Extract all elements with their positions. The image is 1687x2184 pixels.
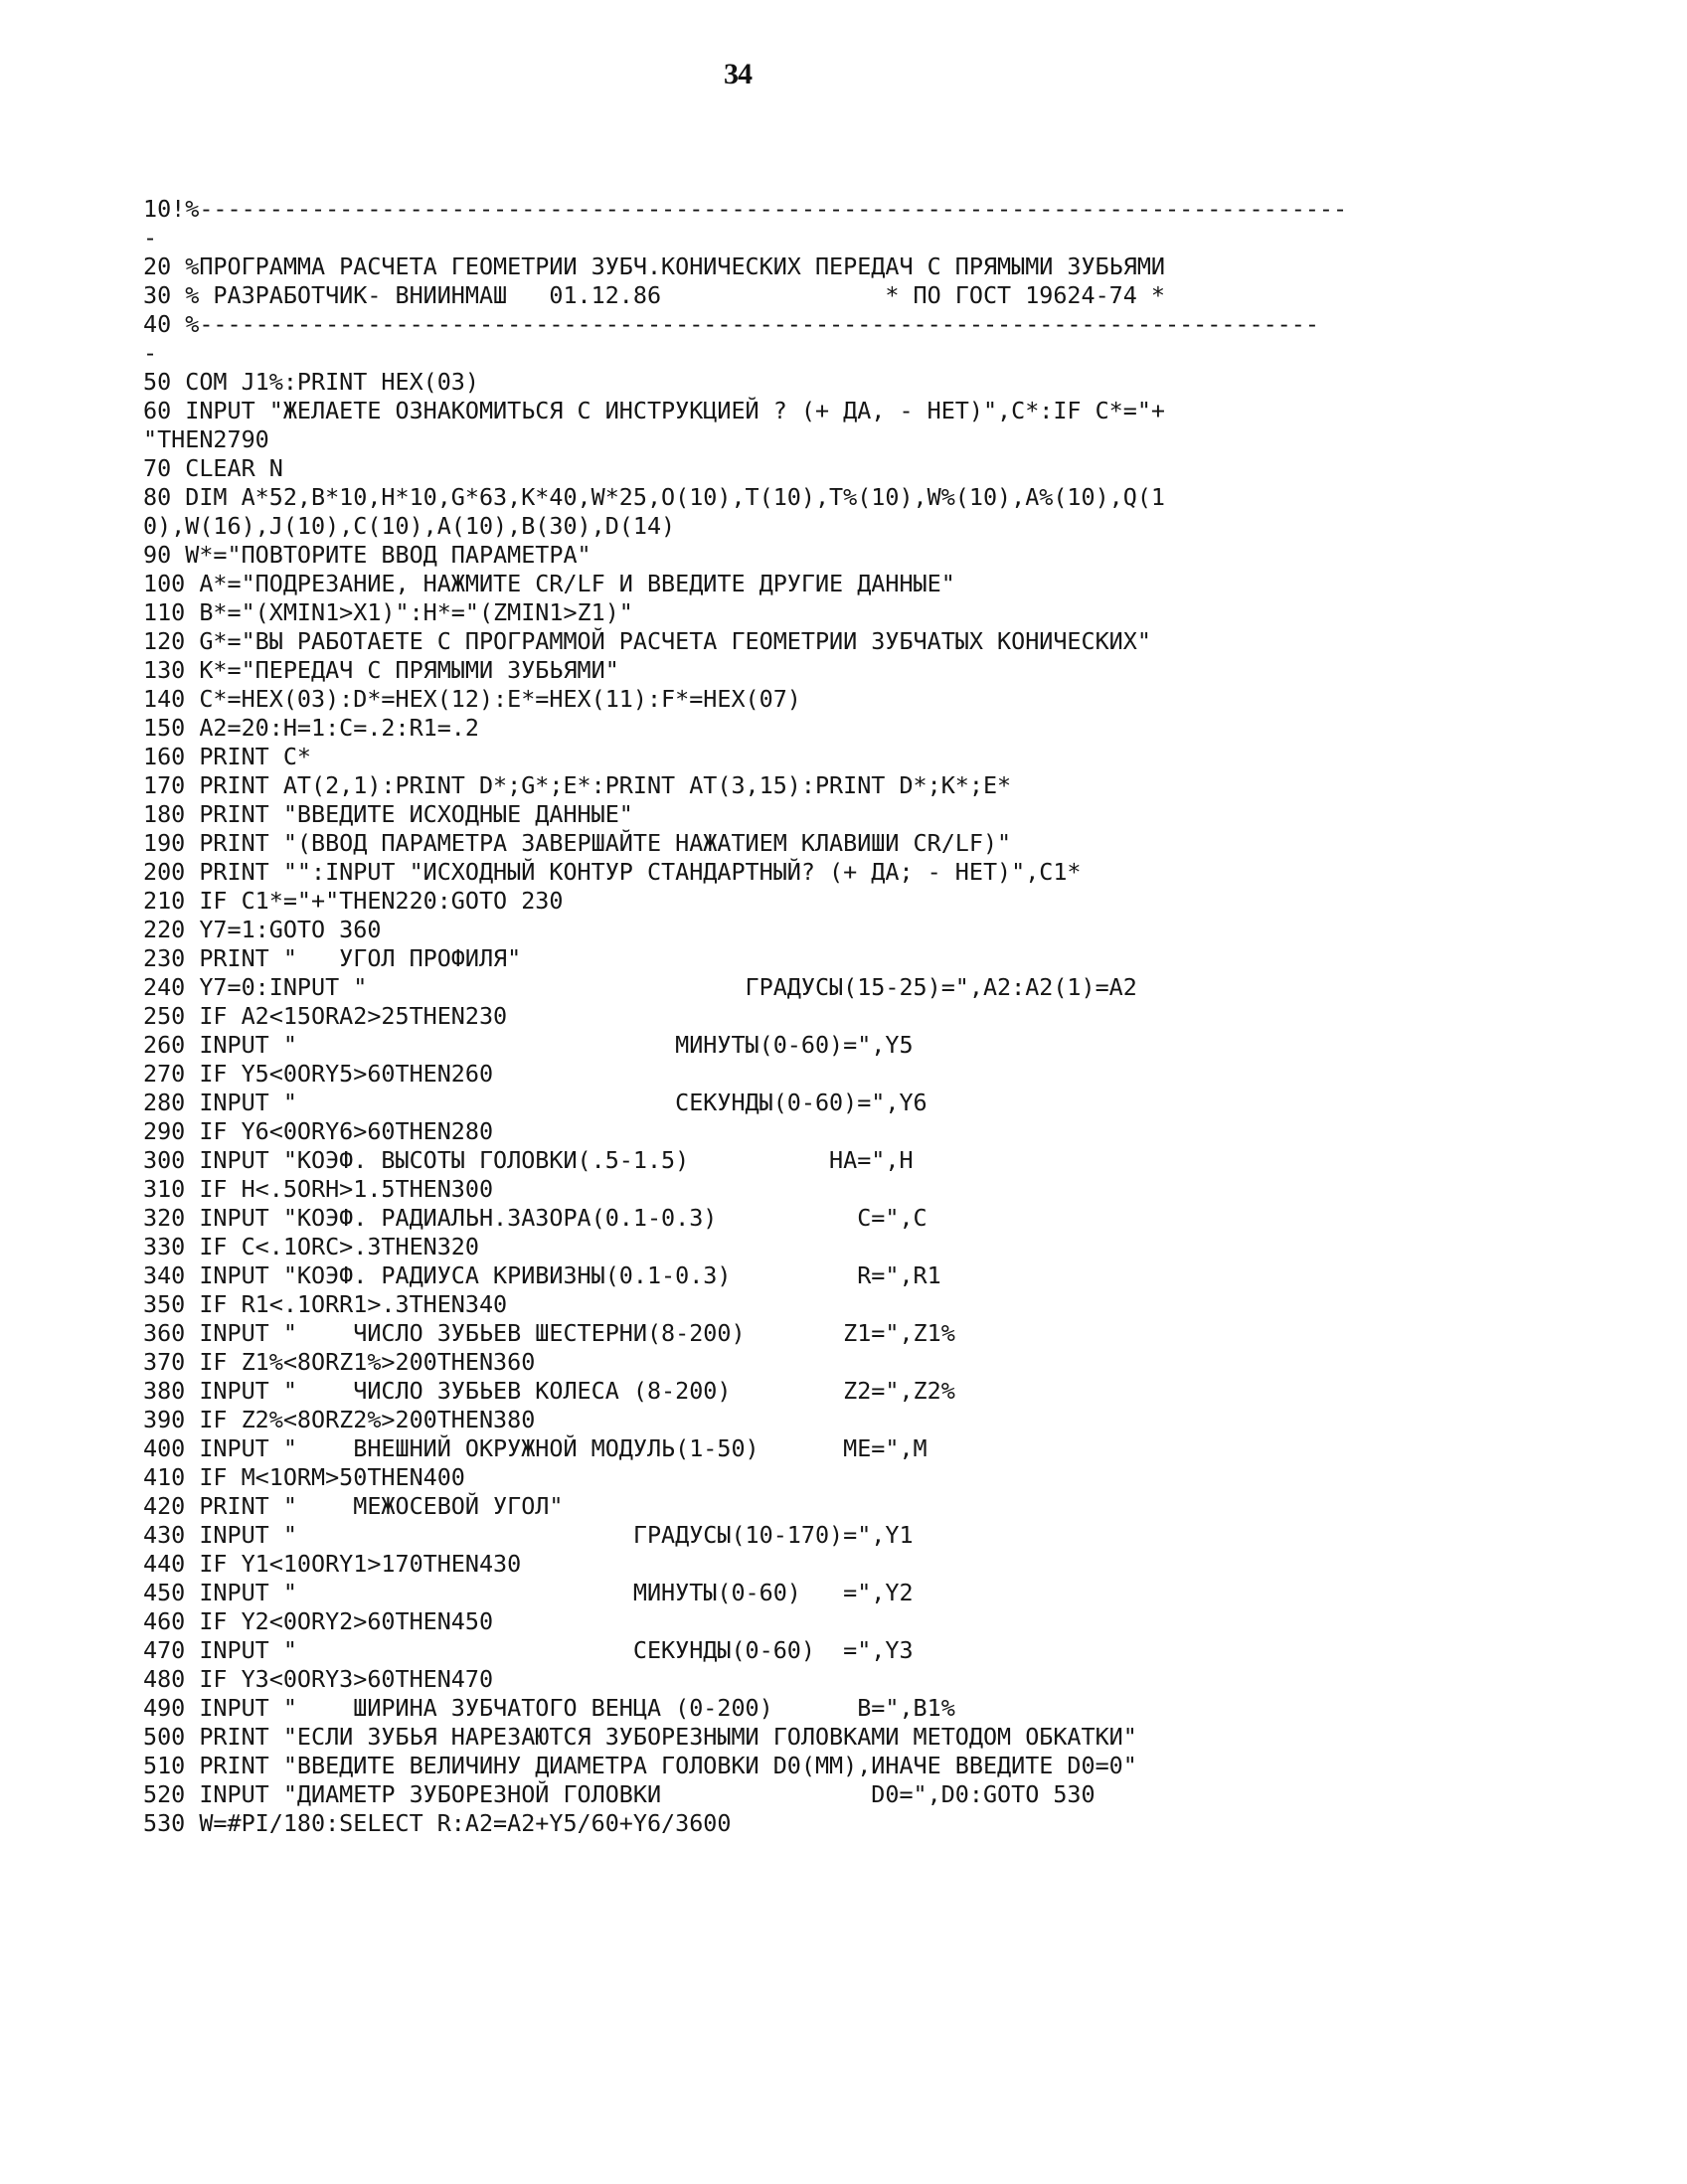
code-line: 340 INPUT "КОЭФ. РАДИУСА КРИВИЗНЫ(0.1-0.3) R=",R1 <box>143 1261 941 1289</box>
code-line: 370 IF Z1%<8ORZ1%>200THEN360 <box>143 1348 536 1376</box>
code-line: 140 C*=HEX(03):D*=HEX(12):E*=HEX(11):F*=HEX(07) <box>143 685 801 713</box>
code-line: 200 PRINT "":INPUT "ИСХОДНЫЙ КОНТУР СТАНДАРТНЫЙ? (+ ДА; - НЕТ)",C1* <box>143 858 1082 886</box>
code-line: 380 INPUT " ЧИСЛО ЗУБЬЕВ КОЛЕСА (8-200) Z2=",Z2% <box>143 1377 955 1405</box>
code-line: 50 COM J1%:PRINT HEX(03) <box>143 368 479 396</box>
code-line: 390 IF Z2%<8ORZ2%>200THEN380 <box>143 1406 536 1433</box>
code-line: 320 INPUT "КОЭФ. РАДИАЛЬН.ЗАЗОРА(0.1-0.3) C=",C <box>143 1204 928 1232</box>
code-line: 60 INPUT "ЖЕЛАЕТЕ ОЗНАКОМИТЬСЯ С ИНСТРУКЦИЕЙ ? (+ ДА, - НЕТ)",C*:IF C*="+ <box>143 397 1166 424</box>
code-line: 70 CLEAR N <box>143 454 283 482</box>
code-line: 90 W*="ПОВТОРИТЕ ВВОД ПАРАМЕТРА" <box>143 541 591 569</box>
code-line: 360 INPUT " ЧИСЛО ЗУБЬЕВ ШЕСТЕРНИ(8-200) Z1=",Z1% <box>143 1319 955 1347</box>
code-line: 470 INPUT " СЕКУНДЫ(0-60) =",Y3 <box>143 1636 914 1664</box>
code-line: 170 PRINT AT(2,1):PRINT D*;G*;E*:PRINT AT(3,15):PRINT D*;K*;E* <box>143 771 1012 799</box>
code-line: 30 % РАЗРАБОТЧИК- ВНИИНМАШ 01.12.86 * ПО ГОСТ 19624-74 * <box>143 281 1166 309</box>
code-line: 270 IF Y5<0ORY5>60THEN260 <box>143 1060 494 1088</box>
code-line: - <box>143 224 158 252</box>
code-line: 230 PRINT " УГОЛ ПРОФИЛЯ" <box>143 944 522 972</box>
code-line: 310 IF H<.5ORH>1.5THEN300 <box>143 1175 494 1203</box>
code-line: - <box>143 339 158 367</box>
code-line: 480 IF Y3<0ORY3>60THEN470 <box>143 1665 494 1693</box>
code-line: 210 IF C1*="+"THEN220:GOTO 230 <box>143 887 564 915</box>
code-line: 460 IF Y2<0ORY2>60THEN450 <box>143 1607 494 1635</box>
code-line: 110 B*="(XMIN1>X1)":H*="(ZMIN1>Z1)" <box>143 598 633 626</box>
code-line: 440 IF Y1<10ORY1>170THEN430 <box>143 1550 522 1578</box>
code-line: 330 IF C<.1ORC>.3THEN320 <box>143 1233 479 1260</box>
page-number: 34 <box>724 58 752 90</box>
code-line: 130 K*="ПЕРЕДАЧ С ПРЯМЫМИ ЗУБЬЯМИ" <box>143 656 619 684</box>
code-line: 490 INPUT " ШИРИНА ЗУБЧАТОГО ВЕНЦА (0-200) B=",B1% <box>143 1694 955 1722</box>
code-line: 300 INPUT "КОЭФ. ВЫСОТЫ ГОЛОВКИ(.5-1.5) HA=",H <box>143 1146 914 1174</box>
code-line: 350 IF R1<.1ORR1>.3THEN340 <box>143 1290 508 1318</box>
code-line: 80 DIM A*52,B*10,H*10,G*63,K*40,W*25,O(10),T(10),T%(10),W%(10),A%(10),Q(1 <box>143 483 1166 511</box>
code-line: 120 G*="ВЫ РАБОТАЕТЕ С ПРОГРАММОЙ РАСЧЕТА ГЕОМЕТРИИ ЗУБЧАТЫХ КОНИЧЕСКИХ" <box>143 627 1151 655</box>
code-line: 260 INPUT " МИНУТЫ(0-60)=",Y5 <box>143 1031 914 1059</box>
code-line: 150 A2=20:H=1:C=.2:R1=.2 <box>143 714 479 742</box>
code-line: 40 %-------------------------------------------------------------------------------- <box>143 310 1319 338</box>
code-line: "THEN2790 <box>143 425 269 453</box>
code-line: 500 PRINT "ЕСЛИ ЗУБЬЯ НАРЕЗАЮТСЯ ЗУБОРЕЗНЫМИ ГОЛОВКАМИ МЕТОДОМ ОБКАТКИ" <box>143 1723 1137 1751</box>
code-line: 290 IF Y6<0ORY6>60THEN280 <box>143 1117 494 1145</box>
code-line: 10!%---------------------------------------------------------------------------------- <box>143 195 1348 223</box>
code-line: 180 PRINT "ВВЕДИТЕ ИСХОДНЫЕ ДАННЫЕ" <box>143 800 633 828</box>
code-line: 430 INPUT " ГРАДУСЫ(10-170)=",Y1 <box>143 1521 914 1549</box>
code-line: 160 PRINT C* <box>143 743 311 770</box>
code-line: 450 INPUT " МИНУТЫ(0-60) =",Y2 <box>143 1579 914 1606</box>
code-line: 410 IF M<1ORM>50THEN400 <box>143 1463 465 1491</box>
code-line: 100 A*="ПОДРЕЗАНИЕ, НАЖМИТЕ CR/LF И ВВЕДИТЕ ДРУГИЕ ДАННЫЕ" <box>143 570 955 597</box>
code-line: 420 PRINT " МЕЖОСЕВОЙ УГОЛ" <box>143 1492 564 1520</box>
code-line: 20 %ПРОГРАММА РАСЧЕТА ГЕОМЕТРИИ ЗУБЧ.КОНИЧЕСКИХ ПЕРЕДАЧ С ПРЯМЫМИ ЗУБЬЯМИ <box>143 252 1166 280</box>
code-line: 0),W(16),J(10),C(10),A(10),B(30),D(14) <box>143 512 676 540</box>
code-line: 510 PRINT "ВВЕДИТЕ ВЕЛИЧИНУ ДИАМЕТРА ГОЛОВКИ D0(ММ),ИНАЧЕ ВВЕДИТЕ D0=0" <box>143 1752 1137 1779</box>
basic-program-listing <box>143 195 1426 1838</box>
code-line: 220 Y7=1:GOTO 360 <box>143 916 382 943</box>
code-line: 530 W=#PI/180:SELECT R:A2=A2+Y5/60+Y6/3600 <box>143 1809 732 1837</box>
code-line: 250 IF A2<15ORA2>25THEN230 <box>143 1002 508 1030</box>
code-line: 520 INPUT "ДИАМЕТР ЗУБОРЕЗНОЙ ГОЛОВКИ D0=",D0:GOTO 530 <box>143 1780 1096 1808</box>
code-line: 400 INPUT " ВНЕШНИЙ ОКРУЖНОЙ МОДУЛЬ(1-50) ME=",M <box>143 1434 928 1462</box>
code-line: 280 INPUT " СЕКУНДЫ(0-60)=",Y6 <box>143 1089 928 1116</box>
code-line: 240 Y7=0:INPUT " ГРАДУСЫ(15-25)=",A2:A2(1)=A2 <box>143 973 1137 1001</box>
code-line: 190 PRINT "(ВВОД ПАРАМЕТРА ЗАВЕРШАЙТЕ НАЖАТИЕМ КЛАВИШИ CR/LF)" <box>143 829 1012 857</box>
